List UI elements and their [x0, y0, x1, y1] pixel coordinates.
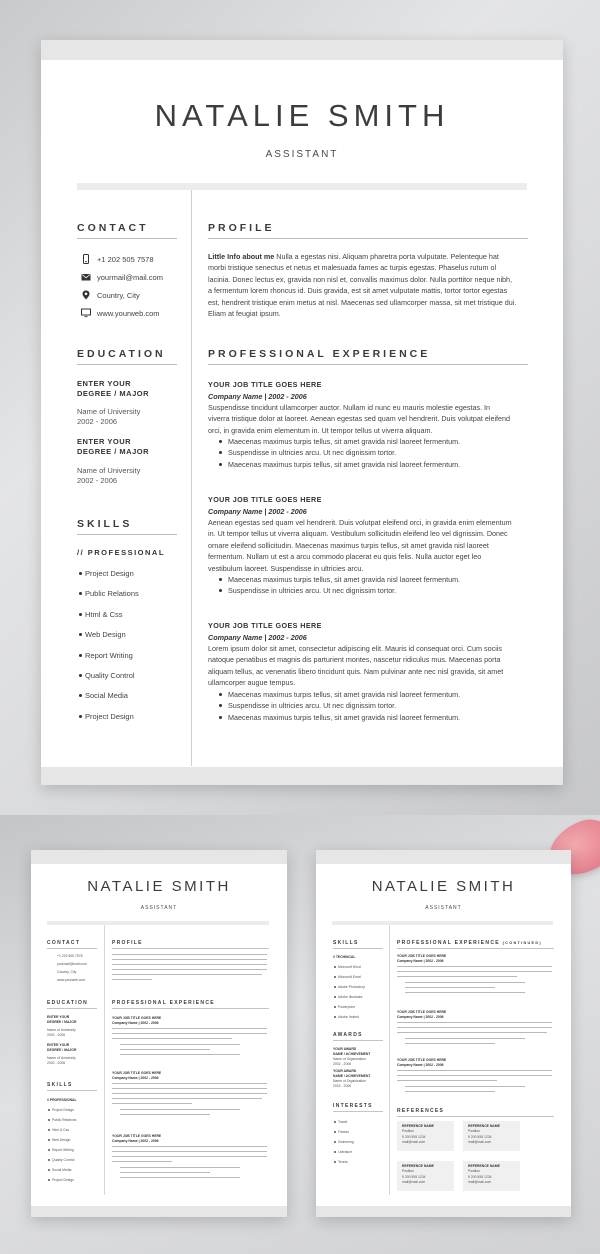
education-years: 2002 - 2006	[47, 1033, 66, 1037]
profile-rule	[208, 238, 528, 239]
job-title: YOUR JOB TITLE GOES HERE	[112, 1071, 162, 1075]
text-line	[397, 1027, 552, 1028]
skill-item: Powerpoint	[338, 1005, 355, 1009]
bullet-dot	[48, 1159, 50, 1161]
bullet-dot	[334, 986, 336, 988]
job-bullet: Suspendisse in ultricies arcu. Ut nec dignissim tortor.	[217, 700, 460, 711]
profile-heading: PROFILE	[112, 940, 143, 946]
text-line	[112, 1038, 232, 1039]
text-line	[397, 1022, 552, 1023]
text-line	[112, 1083, 267, 1084]
job-title: YOUR JOB TITLE GOES HERE	[397, 1058, 447, 1062]
reference-card	[463, 1161, 520, 1191]
reference-mail: mail@mail.com	[468, 1180, 492, 1184]
reference-name: REFERENCE NAME	[468, 1164, 500, 1168]
profile-paragraph	[208, 251, 528, 319]
section-rule	[47, 1008, 97, 1009]
text-line	[405, 1038, 525, 1039]
education-university-2	[77, 466, 140, 486]
desc-line: aliquam tellus, ac venenatis libero tincidunt quis. Nam pulvinar ante nec nisl gravida, sit amet	[208, 666, 504, 676]
education-degree-2	[77, 437, 149, 457]
reference-position: Position	[468, 1169, 481, 1173]
section-rule	[112, 1008, 269, 1009]
degree-line: ENTER YOUR	[77, 379, 132, 388]
text-line	[405, 987, 495, 988]
job-title: YOUR JOB TITLE GOES HERE	[397, 954, 447, 958]
text-line	[120, 1109, 240, 1110]
experience-rule	[208, 364, 528, 365]
skills-rule	[77, 534, 177, 535]
education-rule	[77, 364, 177, 365]
text-line	[112, 974, 262, 975]
text-line	[112, 1098, 262, 1099]
reference-phone: 9 200 555 1234	[402, 1135, 426, 1139]
skills-subheading: // TECHNICAL	[333, 955, 356, 959]
university-name: Name of University	[77, 407, 141, 416]
reference-position: Position	[402, 1129, 415, 1133]
desc-line: Aenean egestas sed quam vel hendrerit. Duis volutpat eleifend orci, in gravida enim elementum	[208, 518, 512, 527]
job-company: Company Name | 2002 - 2006	[112, 1139, 159, 1143]
text-line	[120, 1172, 210, 1173]
job-company: Company Name | 2002 - 2006	[208, 507, 307, 516]
bullet-dot	[48, 1149, 50, 1151]
column-divider	[389, 925, 390, 1195]
job-description	[208, 517, 530, 574]
interest-item: Swimming	[338, 1140, 354, 1144]
interest-item: Fitness	[338, 1130, 349, 1134]
award-line: NAME / ACHIEVEMENT	[333, 1074, 371, 1078]
skill-item: Adobe Illustrator	[338, 995, 363, 999]
profile-line: est, hendrerit tristique enim metus at nisl. Maecenas sed ullamcorper massa, sit met tristique dui.	[208, 297, 517, 307]
experience-heading	[397, 940, 542, 946]
contact-phone-text: +1 202 505 7578	[97, 255, 154, 264]
contact-location-text: Country, City	[57, 970, 77, 974]
profile-line: a fermentum lorem rhoncus id. Duis gravida, est sit amet vulputate mattis, tortor tortor egestas	[208, 286, 508, 296]
awards-heading: AWARDS	[333, 1032, 363, 1038]
experience-heading: PROFESSIONAL EXPERIENCE	[208, 348, 431, 360]
bullet-dot	[48, 1179, 50, 1181]
resume-preview-page-2	[316, 850, 571, 1217]
phone-icon	[81, 254, 91, 264]
bottom-band	[316, 1206, 571, 1217]
text-line	[405, 982, 525, 983]
text-line	[112, 1103, 192, 1104]
text-line	[120, 1167, 240, 1168]
desc-line: natoque penatibus et magnis dis parturient montes, nascetur ridiculus mus. Maecenas porta	[208, 655, 501, 665]
resume-name: NATALIE SMITH	[154, 98, 450, 133]
education-university-1	[77, 407, 140, 427]
bullet-dot	[48, 1139, 50, 1141]
contact-email-text: yourmail@mail.com	[57, 962, 87, 966]
text-line	[112, 954, 267, 955]
degree-line: ENTER YOUR	[47, 1015, 70, 1019]
text-line	[397, 976, 517, 977]
contact-rule	[77, 238, 177, 239]
column-divider	[191, 190, 192, 766]
experience-continued: (CONTINUED)	[502, 941, 542, 945]
job-title: YOUR JOB TITLE GOES HERE	[208, 621, 322, 630]
skill-item: Report Writing	[52, 1148, 74, 1152]
section-rule	[397, 1116, 554, 1117]
bullet-dot	[334, 1151, 336, 1153]
job-title: YOUR JOB TITLE GOES HERE	[397, 1010, 447, 1014]
profile-line: Eliam at feugiat ipsum.	[208, 309, 281, 319]
skills-heading: SKILLS	[47, 1082, 73, 1088]
reference-mail: mail@mail.com	[468, 1140, 492, 1144]
mail-icon	[81, 272, 91, 282]
desc-line: viverra tristique dolor at laoreet. Aenean egestas sed quam vel hendrerit. Duis volutpat eleifend	[208, 414, 511, 424]
resume-page-main: NATALIE SMITH ASSISTANT CONTACT +1 202 505 7578 yourmail@mail.com Country, City www.yourweb.com EDUCATION ENTER YOUR DEGREE / MAJOR Name of University 2002 - 2006 ENTER YOUR DEGREE / MAJOR Name of University 2002 - 2006 SKILLS // PROFESSIONAL Project Design Public Relations Html & Css Web Design Report Writing Quality Control Social Media Project Design PROFILE Little Info about me Nulla a egestas nisi. Aliquam pharetra porta vulputate. Pelenteque hat morbi tristique senectus et netus et malesuada fames ac turpis egestas. Phaselus rutum ol lacinia. Donec lectus ex, gravida non nisl et, convallis maximus dolor. Nulla porttitor neque nibh, a fermentum lorem rhoncus id. Duis gravida, est sit amet vulputate mattis, tortor tortor egestas est, hendrerit tristique enim metus at nisl. Maecenas sed ullamcorper massa, sit met tristique dui. Eliam at feugiat ipsum. PROFESSIONAL EXPERIENCE YOUR JOB TITLE GOES HERE Company Name | 2002 - 2006 Suspendisse tincidunt ullamcorper auctor. Nullam id nunc eu mauris molestie egestas. In viverra tristique dolor at laoreet. Aenean egestas sed quam vel hendrerit. Duis volutpat eleifend orci, in gravida enim elementum in. Ut tempor tellus ut viverra aliquam. Maecenas maximus turpis tellus, sit amet gravida nisl laoreet fermentum. Suspendisse in ultricies arcu. Ut nec dignissim tortor. Maecenas maximus turpis tellus, sit amet gravida nisl laoreet fermentum. YOUR JOB TITLE GOES HERE Company Name | 2002 - 2006 Aenean egestas sed quam vel hendrerit. Duis volutpat eleifend orci, in gravida enim elementum in. Ut tempor tellus ut viverra aliquam. Vestibulum sollicitudin eleifend leo vel dignissim. Donec ornare eleifend sollicitudin. Maecenas maximus turpis tellus, sit amet gravida nisl laoreet fermentum. Nullam ut est a arcu commodo placerat eu quis felis. Nulla auctor eget leo vestibulum laoreet. Suspendisse in ultricies arcu. Maecenas maximus turpis tellus, sit amet gravida nisl laoreet fermentum. Suspendisse in ultricies arcu. Ut nec dignissim tortor. YOUR JOB TITLE GOES HERE Company Name | 2002 - 2006 Lorem ipsum dolor sit amet, consectetur adipiscing elit. Mauris id consequat orci. Cum sociis natoque penatibus et magnis dis parturient montes, nascetur ridiculus mus. Maecenas porta aliquam tellus, ac venenatis libero tincidunt quis. Nam pulvinar ante nec nisl gravida, sit amet ullamcorper augue tempus. Maecenas maximus turpis tellus, sit amet gravida nisl laoreet fermentum. Suspendisse in ultricies arcu. Ut nec dignissim tortor. Maecenas maximus turpis tellus, sit amet gravida nisl laoreet fermentum.	[41, 40, 563, 785]
bullet-dot	[334, 1161, 336, 1163]
bullet-dot	[334, 1131, 336, 1133]
skill-item: Project Design	[52, 1108, 75, 1112]
text-line	[397, 1080, 497, 1081]
desc-line: ullamcorper augue tempus.	[208, 678, 296, 688]
section-rule	[112, 948, 269, 949]
text-line	[112, 969, 267, 970]
award-line: YOUR AWARD	[333, 1069, 357, 1073]
text-line	[120, 1044, 240, 1045]
profile-lead: Little Info about me	[208, 252, 275, 261]
job-bullets	[217, 689, 460, 723]
degree-line: DEGREE / MAJOR	[77, 389, 150, 398]
job-description	[208, 643, 530, 689]
bottom-band	[31, 1206, 287, 1217]
education-years: 2002 - 2006	[77, 417, 118, 426]
reference-name: REFERENCE NAME	[402, 1164, 434, 1168]
text-line	[405, 1043, 495, 1044]
bullet-dot	[334, 1006, 336, 1008]
skill-item: Project Design	[52, 1178, 75, 1182]
desc-line: ornare eleifend sollicitudin. Maecenas maximus turpis tellus, sit amet gravida nisl laoreet	[208, 540, 489, 550]
desc-line: orci, in gravida enim elementum in. Ut tempor tellus ut viverra aliquam.	[208, 425, 433, 435]
top-band	[316, 850, 571, 864]
job-bullets	[217, 436, 460, 470]
skill-item: Microsoft Excel	[338, 975, 361, 979]
profile-line: Little Info about me Nulla a egestas nisi. Aliquam pharetra porta vulputate. Pelenteque hat	[208, 252, 499, 261]
university-name: Name of University	[77, 466, 141, 475]
interest-item: Travel	[338, 1120, 348, 1124]
desc-line: Lorem ipsum dolor sit amet, consectetur adipiscing elit. Mauris id consequat orci. Cum sociis	[208, 644, 503, 653]
reference-name: REFERENCE NAME	[468, 1124, 500, 1128]
header-divider	[47, 921, 269, 925]
text-line	[112, 1161, 172, 1162]
award-date: 2002 - 2006	[333, 1084, 352, 1088]
job-company: Company Name | 2002 - 2006	[397, 1063, 444, 1067]
preview-name: NATALIE SMITH	[371, 878, 516, 895]
skills-heading: SKILLS	[77, 518, 133, 530]
desc-line: in. Ut tempor tellus ut viverra aliquam. Vestibulum sollicitudin eleifend leo vel dignissim. Donec	[208, 529, 508, 539]
job-bullet: Suspendisse in ultricies arcu. Ut nec dignissim tortor.	[217, 447, 460, 458]
text-line	[112, 1088, 267, 1089]
text-line	[397, 1070, 552, 1071]
job-bullets	[217, 574, 460, 597]
section-rule	[333, 948, 383, 949]
degree-line: DEGREE / MAJOR	[47, 1048, 77, 1052]
reference-phone: 9 200 555 1234	[468, 1175, 492, 1179]
bullet-dot	[334, 1016, 336, 1018]
bullet-dot	[334, 976, 336, 978]
job-bullet: Maecenas maximus turpis tellus, sit amet gravida nisl laoreet fermentum.	[217, 436, 460, 447]
award-date: 2002 - 2006	[333, 1062, 352, 1066]
reference-name: REFERENCE NAME	[402, 1124, 434, 1128]
reference-card	[463, 1121, 520, 1151]
bullet-dot	[334, 996, 336, 998]
award-line: NAME / ACHIEVEMENT	[333, 1052, 371, 1056]
profile-line: lacinia. Donec lectus ex, gravida non nisl et, convallis maximus dolor. Nulla porttitor neque nibh,	[208, 274, 513, 284]
text-line	[112, 1156, 267, 1157]
job-company: Company Name | 2002 - 2006	[208, 392, 307, 401]
header-divider	[77, 183, 527, 190]
reference-position: Position	[468, 1129, 481, 1133]
bullet-dot	[48, 1129, 50, 1131]
bullet-dot	[48, 1109, 50, 1111]
bullet-dot	[48, 1169, 50, 1171]
text-line	[112, 1151, 267, 1152]
resume-role: ASSISTANT	[265, 149, 339, 160]
text-line	[397, 971, 552, 972]
bullet-dot	[334, 966, 336, 968]
preview-role: ASSISTANT	[425, 905, 462, 911]
text-line	[397, 1075, 552, 1076]
job-bullet: Maecenas maximus turpis tellus, sit amet gravida nisl laoreet fermentum.	[217, 712, 460, 723]
section-rule	[333, 1111, 383, 1112]
bullet-dot	[334, 1121, 336, 1123]
contact-heading: CONTACT	[47, 940, 81, 946]
skill-item: Social Media	[52, 1168, 72, 1172]
text-line	[112, 1028, 267, 1029]
reference-mail: mail@mail.com	[402, 1140, 426, 1144]
job-company: Company Name | 2002 - 2006	[397, 1015, 444, 1019]
degree-line: ENTER YOUR	[47, 1043, 70, 1047]
preview-name: NATALIE SMITH	[87, 878, 231, 895]
contact-phone-text: +1 202 505 7578	[57, 954, 83, 958]
education-heading: EDUCATION	[47, 1000, 89, 1006]
top-band	[31, 850, 287, 864]
skill-item: Html & Css	[52, 1128, 69, 1132]
text-line	[120, 1114, 210, 1115]
references-heading: REFERENCES	[397, 1108, 445, 1114]
interests-heading: INTERESTS	[333, 1103, 373, 1109]
job-title: YOUR JOB TITLE GOES HERE	[208, 380, 322, 389]
text-line	[120, 1049, 210, 1050]
bottom-band	[41, 767, 563, 785]
job-title: YOUR JOB TITLE GOES HERE	[112, 1016, 162, 1020]
reference-card	[397, 1161, 454, 1191]
section-rule	[47, 1090, 97, 1091]
award-line: YOUR AWARD	[333, 1047, 357, 1051]
text-line	[405, 992, 525, 993]
text-line	[112, 1033, 267, 1034]
degree-line: DEGREE / MAJOR	[77, 447, 150, 456]
job-company: Company Name | 2002 - 2006	[397, 959, 444, 963]
reference-phone: 9 200 555 1234	[402, 1175, 426, 1179]
job-bullet: Maecenas maximus turpis tellus, sit amet gravida nisl laoreet fermentum.	[217, 459, 460, 470]
section-rule	[47, 948, 97, 949]
bullet-dot	[48, 1119, 50, 1121]
desc-line: vestibulum laoreet. Suspendisse in ultricies arcu.	[208, 563, 364, 573]
job-bullet: Suspendisse in ultricies arcu. Ut nec dignissim tortor.	[217, 585, 460, 596]
preview-role: ASSISTANT	[140, 905, 178, 911]
text-line	[405, 1091, 495, 1092]
skills-subheading: // PROFESSIONAL	[77, 548, 165, 557]
text-line	[397, 1032, 547, 1033]
degree-line: ENTER YOUR	[77, 437, 132, 446]
section-rule	[333, 1040, 383, 1041]
reference-card	[397, 1121, 454, 1151]
text-line	[112, 1146, 267, 1147]
job-title: YOUR JOB TITLE GOES HERE	[112, 1134, 162, 1138]
text-line	[120, 1177, 240, 1178]
job-company: Company Name | 2002 - 2006	[208, 633, 307, 642]
header-divider	[332, 921, 553, 925]
job-description	[208, 402, 530, 436]
experience-title-text: PROFESSIONAL EXPERIENCE	[397, 940, 500, 946]
reference-mail: mail@mail.com	[402, 1180, 426, 1184]
job-bullet: Maecenas maximus turpis tellus, sit amet gravida nisl laoreet fermentum.	[217, 574, 460, 585]
contact-email-text: yourmail@mail.com	[97, 273, 163, 282]
text-line	[120, 1054, 240, 1055]
profile-heading: PROFILE	[208, 222, 275, 234]
skill-item: Microsoft Word	[338, 965, 361, 969]
education-degree-1	[77, 379, 149, 399]
text-line	[112, 1093, 267, 1094]
job-title: YOUR JOB TITLE GOES HERE	[208, 495, 322, 504]
education-years: 2002 - 2006	[77, 476, 118, 485]
desc-line: Suspendisse tincidunt ullamcorper auctor. Nullam id nunc eu mauris molestie egestas. In	[208, 403, 491, 412]
interest-item: Literature	[338, 1150, 353, 1154]
skill-item: Public Relations	[52, 1118, 77, 1122]
monitor-icon	[81, 308, 91, 318]
contact-heading: CONTACT	[77, 222, 149, 234]
reference-position: Position	[402, 1169, 415, 1173]
skill-item: Adobe Photoshop	[338, 985, 365, 989]
skill-item: Quality Control	[52, 1158, 75, 1162]
skill-item: Web Design	[52, 1138, 71, 1142]
degree-line: DEGREE / MAJOR	[47, 1020, 77, 1024]
job-company: Company Name | 2002 - 2006	[112, 1021, 159, 1025]
university-name: Name of University	[47, 1028, 76, 1032]
resume-preview-page-1	[31, 850, 287, 1217]
text-line	[112, 979, 152, 980]
experience-heading: PROFESSIONAL EXPERIENCE	[112, 1000, 215, 1006]
bullet-dot	[334, 1141, 336, 1143]
contact-website-text: www.yourweb.com	[97, 309, 160, 318]
education-years: 2002 - 2006	[47, 1061, 66, 1065]
top-band	[41, 40, 563, 60]
profile-line: morbi tristique senectus et netus et malesuada fames ac turpis egestas. Phaselus rutum ol	[208, 263, 497, 273]
reference-phone: 9 200 555 1234	[468, 1135, 492, 1139]
location-pin-icon	[81, 290, 91, 300]
skills-subheading: // PROFESSIONAL	[47, 1098, 77, 1102]
skills-heading: SKILLS	[333, 940, 359, 946]
award-organization: Name of Organization	[333, 1079, 366, 1083]
text-line	[112, 959, 267, 960]
university-name: Name of University	[47, 1056, 76, 1060]
education-heading: EDUCATION	[77, 348, 166, 360]
section-rule	[397, 948, 554, 949]
interest-item: Tennis	[338, 1160, 348, 1164]
contact-location-text: Country, City	[97, 291, 140, 300]
text-line	[397, 966, 552, 967]
award-organization: Name of Organization	[333, 1057, 366, 1061]
contact-website-text: www.yourweb.com	[57, 978, 86, 982]
text-line	[405, 1086, 525, 1087]
text-line	[112, 964, 267, 965]
skill-item: Adobe Indesit	[338, 1015, 359, 1019]
desc-line: fermentum. Nullam ut est a arcu commodo placerat eu quis felis. Nulla auctor eget leo	[208, 552, 482, 562]
column-divider	[104, 925, 105, 1195]
job-company: Company Name | 2002 - 2006	[112, 1076, 159, 1080]
job-bullet: Maecenas maximus turpis tellus, sit amet gravida nisl laoreet fermentum.	[217, 689, 460, 700]
